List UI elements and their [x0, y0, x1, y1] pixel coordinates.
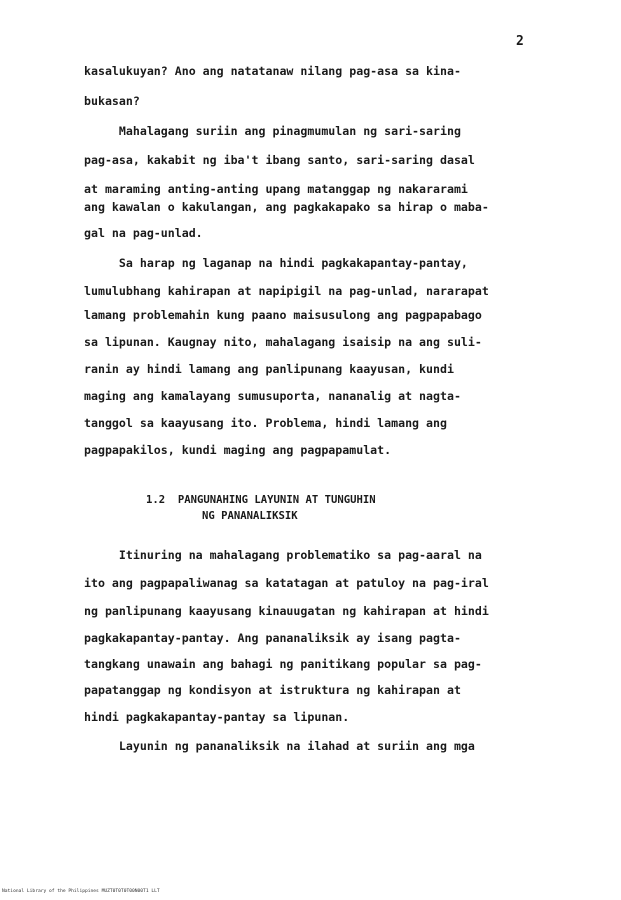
body-line: sa lipunan. Kaugnay nito, mahalagang isaisip na ang suli- — [84, 335, 482, 349]
body-line: lamang problemahin kung paano maisusulong ang pagpapabago — [84, 308, 482, 322]
body-line: ang kawalan o kakulangan, ang pagkakapako sa hirap o maba- — [84, 200, 489, 214]
body-line: maging ang kamalayang sumusuporta, nananalig at nagta- — [84, 389, 461, 403]
body-line: ng panlipunang kaayusang kinauugatan ng kahirapan at hindi — [84, 604, 489, 618]
body-line: Itinuring na mahalagang problematiko sa pag-aaral na — [84, 548, 482, 562]
body-line: at maraming anting-anting upang matanggap ng nakararami — [84, 182, 468, 196]
body-line: kasalukuyan? Ano ang natatanaw nilang pag-asa sa kina- — [84, 64, 461, 78]
body-line: Mahalagang suriin ang pinagmumulan ng sari-saring — [84, 124, 461, 138]
body-line: Sa harap ng laganap na hindi pagkakapantay-pantay, — [84, 256, 468, 270]
scan-footer: National Library of the Philippines MUZT0T0T0T00N00T1 LLT — [2, 889, 160, 894]
body-line: pag-asa, kakabit ng iba't ibang santo, sari-saring dasal — [84, 153, 475, 167]
body-line: pagpapakilos, kundi maging ang pagpapamulat. — [84, 443, 392, 457]
body-line: tangkang unawain ang bahagi ng panitikang popular sa pag- — [84, 657, 482, 671]
body-line: ito ang pagpapaliwanag sa katatagan at patuloy na pag-iral — [84, 576, 489, 590]
page-number: 2 — [516, 34, 524, 49]
body-line: gal na pag-unlad. — [84, 226, 203, 240]
body-line: Layunin ng pananaliksik na ilahad at suriin ang mga — [84, 739, 475, 753]
body-line: pagkakapantay-pantay. Ang pananaliksik ay isang pagta- — [84, 631, 461, 645]
body-line: ranin ay hindi lamang ang panlipunang kaayusan, kundi — [84, 362, 454, 376]
body-line: bukasan? — [84, 94, 140, 108]
body-line: hindi pagkakapantay-pantay sa lipunan. — [84, 710, 350, 724]
section-heading-continued: NG PANANALIKSIK — [202, 510, 298, 522]
body-line: papatanggap ng kondisyon at istruktura ng kahirapan at — [84, 683, 461, 697]
body-line: lumulubhang kahirapan at napipigil na pag-unlad, nararapat — [84, 284, 489, 298]
section-heading: 1.2 PANGUNAHING LAYUNIN AT TUNGUHIN — [146, 494, 376, 506]
body-line: tanggol sa kaayusang ito. Problema, hindi lamang ang — [84, 416, 447, 430]
